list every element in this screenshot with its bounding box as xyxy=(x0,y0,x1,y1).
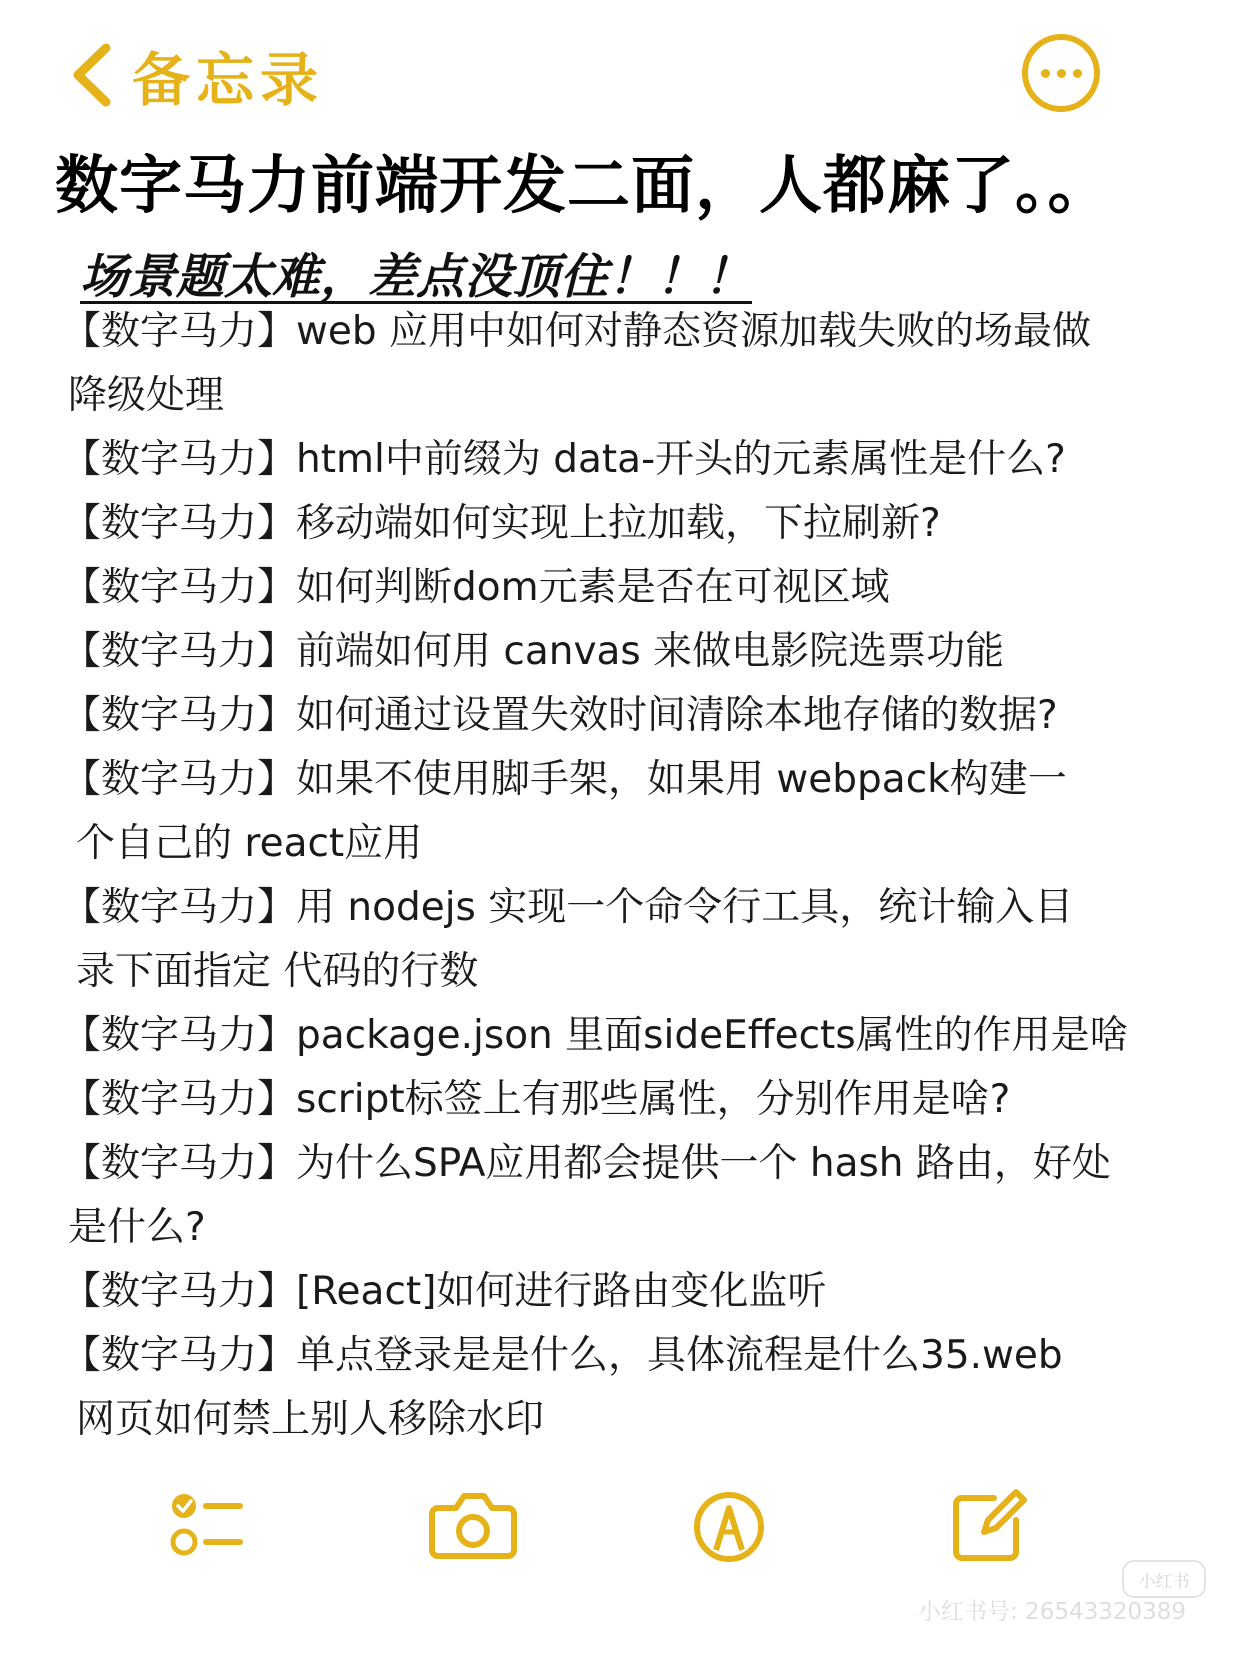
note-title: 数字马力前端开发二面，人都麻了。。 xyxy=(55,149,1112,222)
checklist-icon xyxy=(168,1545,248,1564)
question-line: 录下面指定 代码的行数 xyxy=(76,949,479,994)
chevron-left-icon xyxy=(70,42,114,108)
more-options-icon xyxy=(1041,69,1050,78)
top-nav-bar xyxy=(0,0,1245,140)
question-line: 【数字马力】如何判断dom元素是否在可视区域 xyxy=(62,565,890,610)
question-line: 【数字马力】package.json 里面sideEffects属性的作用是啥 xyxy=(62,1013,1129,1058)
note-subtitle: 场景题太难，差点没顶住！！！ xyxy=(80,249,753,305)
more-options-button[interactable] xyxy=(1022,34,1100,112)
question-line: 【数字马力】web 应用中如何对静态资源加载失败的场最做 xyxy=(62,309,1092,354)
question-line: 个自己的 react应用 xyxy=(76,821,423,866)
question-line: 降级处理 xyxy=(68,373,225,418)
checklist-button[interactable] xyxy=(168,1490,248,1564)
question-line: 【数字马力】如果不使用脚手架，如果用 webpack构建一 xyxy=(62,757,1067,802)
question-line: 【数字马力】[React]如何进行路由变化监听 xyxy=(62,1269,827,1314)
compose-icon xyxy=(950,1549,1030,1568)
camera-button[interactable] xyxy=(428,1490,518,1564)
camera-icon xyxy=(428,1545,518,1564)
more-dot xyxy=(1057,69,1066,78)
question-line: 【数字马力】单点登录是是什么，具体流程是什么35.web xyxy=(62,1333,1063,1378)
question-line: 【数字马力】如何通过设置失效时间清除本地存储的数据? xyxy=(62,693,1058,738)
xiaohongshu-badge: 小红书 xyxy=(1122,1560,1206,1598)
question-line: 【数字马力】html中前缀为 data-开头的元素属性是什么? xyxy=(62,437,1066,482)
more-dot xyxy=(1073,69,1082,78)
back-label: 备忘录 xyxy=(132,46,325,114)
question-line: 【数字马力】script标签上有那些属性，分别作用是啥? xyxy=(62,1077,1011,1122)
question-line: 【数字马力】前端如何用 canvas 来做电影院选票功能 xyxy=(62,629,1005,674)
question-line: 网页如何禁上别人移除水印 xyxy=(76,1397,545,1442)
bottom-toolbar xyxy=(0,1490,1245,1660)
question-line: 【数字马力】用 nodejs 实现一个命令行工具，统计输入目 xyxy=(62,885,1074,930)
markup-button[interactable] xyxy=(692,1490,766,1568)
compose-button[interactable] xyxy=(950,1484,1030,1568)
question-line: 【数字马力】移动端如何实现上拉加载，下拉刷新? xyxy=(62,501,941,546)
question-line: 是什么? xyxy=(68,1205,206,1250)
watermark-text: 小红书号: 26543320389 xyxy=(918,1599,1187,1625)
question-line: 【数字马力】为什么SPA应用都会提供一个 hash 路由，好处 xyxy=(62,1141,1111,1186)
markup-pen-icon xyxy=(692,1549,766,1568)
back-button[interactable] xyxy=(70,30,324,120)
